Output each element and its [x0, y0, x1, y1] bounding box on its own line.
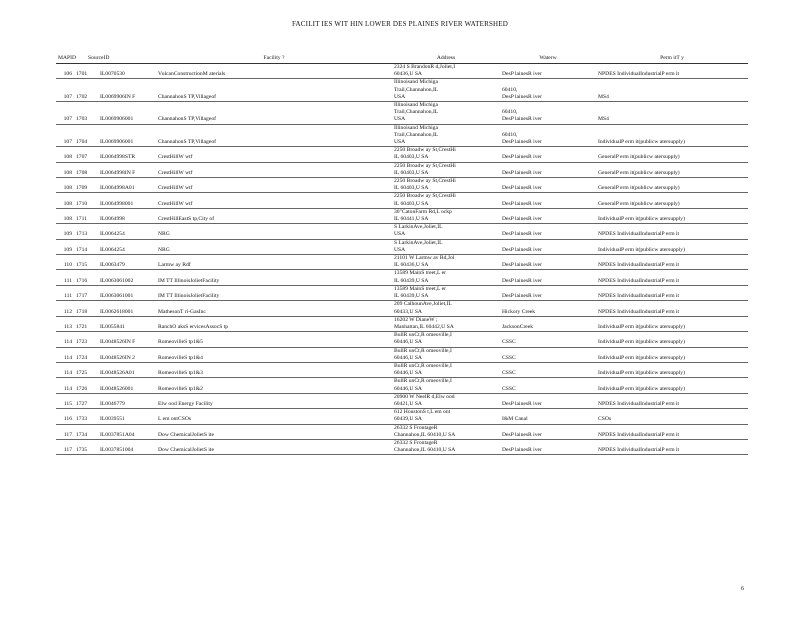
cell-permit-type: IndividualP erm it(publicw atersupply) — [596, 347, 748, 362]
cell-mapid: 107 — [56, 124, 74, 147]
cell-source-id: 1724 — [74, 347, 98, 362]
cell-waterway: Hickory Creek — [500, 301, 596, 316]
table-row — [56, 224, 748, 239]
cell-permit-type: IndividualP erm it(publicw atersupply) — [596, 332, 748, 347]
cell-source-id: 1714 — [74, 239, 98, 254]
cell-mapid: 106 — [56, 64, 74, 79]
cell-facility: RomeovilleS tp1&4 — [156, 347, 392, 362]
cell-waterway: DesP lainesR iver — [500, 285, 596, 300]
cell-source: IL0064998 — [98, 208, 156, 223]
table-row — [56, 208, 748, 223]
cell-source-id: 1711 — [74, 208, 98, 223]
cell-waterway: 60410, DesP lainesR iver — [500, 79, 596, 102]
cell-mapid: 109 — [56, 239, 74, 254]
cell-permit-type: NPDES IndividualIndustrialP erm it — [596, 393, 748, 408]
cell-waterway: CSSC — [500, 378, 596, 393]
cell-source-id: 1718 — [74, 301, 98, 316]
table-row — [56, 124, 748, 147]
cell-waterway: 60410, DesP lainesR iver — [500, 124, 596, 147]
cell-address: 612 HoustonS t,L em ont 60439,U SA — [392, 409, 500, 424]
table-row — [56, 64, 748, 79]
cell-address: BullR unCt,R omeoville,I 60446,U SA — [392, 332, 500, 347]
cell-address: Illinoisand Michiga Trail,Channahon,IL USA — [392, 124, 500, 147]
cell-facility: VulcanConstructionM aterials — [156, 64, 392, 79]
cell-address: 2250 Broadw ay St,CrestHi IL 60403,U SA — [392, 147, 500, 162]
cell-mapid: 114 — [56, 378, 74, 393]
table-row — [56, 393, 748, 408]
cell-source: IL0048526A01 — [98, 362, 156, 377]
cell-mapid: 108 — [56, 162, 74, 177]
cell-address: 13589 MainS treet,L er IL 60439,U SA — [392, 285, 500, 300]
cell-permit-type: NPDES IndividualIndustrialP erm it — [596, 224, 748, 239]
cell-waterway: JacksonCreek — [500, 316, 596, 331]
cell-source: IL0069906IN F — [98, 79, 156, 102]
cell-source-id: 1727 — [74, 393, 98, 408]
cell-waterway: I&M Canal — [500, 409, 596, 424]
cell-permit-type: MS4 — [596, 79, 748, 102]
cell-source-id: 1702 — [74, 79, 98, 102]
cell-address: 21101 W Larmw av Rd,Jol IL 60436,U SA — [392, 255, 500, 270]
cell-source-id: 1703 — [74, 102, 98, 125]
table-row — [56, 347, 748, 362]
cell-mapid: 117 — [56, 439, 74, 454]
cell-permit-type: IndividualP erm it(publicw atersupply) — [596, 124, 748, 147]
cell-source-id: 1709 — [74, 178, 98, 193]
cell-waterway: CSSC — [500, 332, 596, 347]
cell-source: IL0063479 — [98, 255, 156, 270]
cell-facility: CrestHillW wtf — [156, 178, 392, 193]
cell-mapid: 111 — [56, 285, 74, 300]
cell-waterway: DesP lainesR iver — [500, 424, 596, 439]
table-row — [56, 316, 748, 331]
cell-source-id: 1713 — [74, 224, 98, 239]
cell-address: 2324 S BrandonR d,Joliet,I 60436,U SA — [392, 64, 500, 79]
cell-facility: RanchO aksS ervicesAssocS tp — [156, 316, 392, 331]
cell-permit-type: NPDES IndividualIndustrialP erm it — [596, 424, 748, 439]
cell-permit-type: NPDES IndividualIndustrialP erm it — [596, 255, 748, 270]
cell-source: IL0048526IN F — [98, 332, 156, 347]
cell-waterway: DesP lainesR iver — [500, 193, 596, 208]
table-row — [56, 378, 748, 393]
cell-source-id: 1723 — [74, 332, 98, 347]
cell-facility: Dow ChemicalJolietS ite — [156, 424, 392, 439]
cell-facility: Elw ood Energy Facility — [156, 393, 392, 408]
cell-facility: MathesonT ri-GasInc — [156, 301, 392, 316]
header-sourceid: SourceID — [74, 54, 156, 64]
cell-waterway: DesP lainesR iver — [500, 162, 596, 177]
cell-facility: IM TT IllinoisJolietFacility — [156, 285, 392, 300]
header-address: Address — [392, 54, 500, 64]
page-number: 6 — [741, 586, 744, 592]
cell-source-id: 1721 — [74, 316, 98, 331]
table-row — [56, 409, 748, 424]
cell-facility: CrestHillEastS tp,City of — [156, 208, 392, 223]
cell-source: IL0063061001 — [98, 285, 156, 300]
cell-permit-type: GeneralP erm it(publicw atersupply) — [596, 147, 748, 162]
cell-address: Illinoisand Michiga Trail,Channahon,IL USA — [392, 102, 500, 125]
cell-source: IL0064254 — [98, 239, 156, 254]
cell-source: IL0055841 — [98, 316, 156, 331]
table-row — [56, 439, 748, 454]
cell-mapid: 108 — [56, 147, 74, 162]
cell-address: 16202 W DianeW ; Manhattan,IL 60442,U SA — [392, 316, 500, 331]
cell-source: IL0064254 — [98, 224, 156, 239]
table-row — [56, 193, 748, 208]
cell-source: IL0069906001 — [98, 124, 156, 147]
cell-mapid: 108 — [56, 193, 74, 208]
cell-mapid: 109 — [56, 224, 74, 239]
cell-permit-type: GeneralP erm it(publicw atersupply) — [596, 162, 748, 177]
table-header-row — [56, 54, 748, 64]
cell-address: 2250 Broadw ay St,CrestHi IL 60403,U SA — [392, 193, 500, 208]
cell-source: IL0064998STR — [98, 147, 156, 162]
cell-source: IL0064998001 — [98, 193, 156, 208]
cell-address: 20900 W NeelR d,Elw ood 60421,U SA — [392, 393, 500, 408]
cell-facility: Dow ChemicalJolietS ite — [156, 439, 392, 454]
cell-source-id: 1708 — [74, 162, 98, 177]
cell-address: S LarkinAve,Joliet,IL USA — [392, 239, 500, 254]
cell-facility: NRG — [156, 239, 392, 254]
cell-address: 26332 S FrontageR Channahon,IL 60410,U SA — [392, 424, 500, 439]
table-row — [56, 255, 748, 270]
cell-mapid: 112 — [56, 301, 74, 316]
cell-permit-type: IndividualP erm it(publicw atersupply) — [596, 239, 748, 254]
cell-permit-type: IndividualP erm it(publicw atersupply) — [596, 378, 748, 393]
cell-source: IL0048526IN 2 — [98, 347, 156, 362]
cell-source: IL0070530 — [98, 64, 156, 79]
cell-source-id: 1735 — [74, 439, 98, 454]
cell-source: IL0064998A01 — [98, 178, 156, 193]
cell-source: IL0039551 — [98, 409, 156, 424]
header-waterway: Waterw — [500, 54, 596, 64]
cell-facility: RomeovilleS tp1&5 — [156, 332, 392, 347]
header-facility: Facility ? — [156, 54, 392, 64]
table-row — [56, 147, 748, 162]
cell-address: 209 CalhounAve,Joliet,IL 60433,U SA — [392, 301, 500, 316]
cell-waterway: DesP lainesR iver — [500, 208, 596, 223]
cell-facility: Larmw ay Rdf — [156, 255, 392, 270]
cell-source: IL0064998IN F — [98, 162, 156, 177]
cell-source-id: 1717 — [74, 285, 98, 300]
cell-mapid: 116 — [56, 409, 74, 424]
cell-address: 2250 Broadw ay St,CrestHi IL 60403,U SA — [392, 162, 500, 177]
header-permit-type: Perm itT y — [596, 54, 748, 64]
table-row — [56, 178, 748, 193]
table-row — [56, 162, 748, 177]
cell-mapid: 108 — [56, 178, 74, 193]
cell-waterway: DesP lainesR iver — [500, 270, 596, 285]
cell-facility: ChannahonS TP,Villageof — [156, 102, 392, 125]
table-row — [56, 239, 748, 254]
cell-facility: NRG — [156, 224, 392, 239]
cell-waterway: DesP lainesR iver — [500, 64, 596, 79]
cell-address: BullR unCt,R omeoville,I 60446,U SA — [392, 362, 500, 377]
table-row — [56, 285, 748, 300]
cell-address: 26332 S FrontageR Channahon,IL 60410,U SA — [392, 439, 500, 454]
cell-source: IL0062618001 — [98, 301, 156, 316]
cell-facility: IM TT IllinoisJolietFacility — [156, 270, 392, 285]
cell-permit-type: MS4 — [596, 102, 748, 125]
cell-permit-type: IndividualP erm it(publicw atersupply) — [596, 362, 748, 377]
cell-source-id: 1726 — [74, 378, 98, 393]
cell-source-id: 1715 — [74, 255, 98, 270]
table-row — [56, 332, 748, 347]
cell-waterway: CSSC — [500, 362, 596, 377]
cell-waterway: DesP lainesR iver — [500, 224, 596, 239]
table-body — [56, 64, 748, 455]
cell-facility: RomeovilleS tp1&2 — [156, 378, 392, 393]
cell-mapid: 114 — [56, 332, 74, 347]
cell-waterway: DesP lainesR iver — [500, 239, 596, 254]
cell-source-id: 1734 — [74, 424, 98, 439]
cell-mapid: 115 — [56, 393, 74, 408]
facilities-table — [56, 54, 748, 455]
cell-address: 2250 Broadw ay St,CrestHi IL 60403,U SA — [392, 178, 500, 193]
cell-source: IL0046779 — [98, 393, 156, 408]
cell-address: 30"CatonFarm Rd,L ockp IL 60441,U SA — [392, 208, 500, 223]
table-row — [56, 270, 748, 285]
cell-waterway: DesP lainesR iver — [500, 178, 596, 193]
cell-address: Illinoisand Michiga Trail,Channahon,IL USA — [392, 79, 500, 102]
cell-mapid: 114 — [56, 362, 74, 377]
cell-facility: RomeovilleS tp1&3 — [156, 362, 392, 377]
cell-mapid: 114 — [56, 347, 74, 362]
cell-source-id: 1710 — [74, 193, 98, 208]
cell-permit-type: GeneralP erm it(publicw atersupply) — [596, 178, 748, 193]
table-row — [56, 362, 748, 377]
cell-permit-type: NPDES IndividualIndustrialP erm it — [596, 270, 748, 285]
cell-source-id: 1707 — [74, 147, 98, 162]
cell-mapid: 111 — [56, 270, 74, 285]
document-title: FACILIT IES WIT HIN LOWER DES PLAINES RIVER WATERSHED — [291, 20, 509, 28]
cell-mapid: 117 — [56, 424, 74, 439]
cell-address: S LarkinAve,Joliet,IL USA — [392, 224, 500, 239]
cell-facility: ChannahonS TP,Villageof — [156, 124, 392, 147]
cell-permit-type: NPDES IndividualIndustrialP erm it — [596, 285, 748, 300]
cell-mapid: 108 — [56, 208, 74, 223]
cell-source: IL0069906001 — [98, 102, 156, 125]
cell-mapid: 107 — [56, 102, 74, 125]
cell-waterway: DesP lainesR iver — [500, 393, 596, 408]
cell-waterway: CSSC — [500, 347, 596, 362]
cell-facility: ChannahonS TP,Villageof — [156, 79, 392, 102]
cell-permit-type: GeneralP erm it(publicw atersupply) — [596, 193, 748, 208]
cell-permit-type: NPDES IndividualIndustrialP erm it — [596, 64, 748, 79]
cell-source: IL0048526001 — [98, 378, 156, 393]
cell-facility: CrestHillW wtf — [156, 162, 392, 177]
header-mapid: MAPID — [56, 54, 74, 64]
cell-address: BullR unCt,R omeoville,I 60446,U SA — [392, 378, 500, 393]
cell-facility: L em ontCSOs — [156, 409, 392, 424]
cell-source-id: 1704 — [74, 124, 98, 147]
cell-source-id: 1733 — [74, 409, 98, 424]
cell-source-id: 1716 — [74, 270, 98, 285]
cell-permit-type: NPDES IndividualIndustrialP erm it — [596, 301, 748, 316]
table-row — [56, 79, 748, 102]
cell-source: IL0063061002 — [98, 270, 156, 285]
table-row — [56, 424, 748, 439]
cell-waterway: DesP lainesR iver — [500, 147, 596, 162]
cell-permit-type: IndividualP erm it(publicw atersupply) — [596, 208, 748, 223]
cell-source: IL0037851004 — [98, 439, 156, 454]
cell-permit-type: NPDES IndividualIndustrialP erm it — [596, 439, 748, 454]
cell-facility: CrestHillW wtf — [156, 147, 392, 162]
cell-mapid: 110 — [56, 255, 74, 270]
cell-permit-type: IndividualP erm it(publicw atersupply) — [596, 316, 748, 331]
cell-source: IL0037851A04 — [98, 424, 156, 439]
table-row — [56, 102, 748, 125]
cell-waterway: DesP lainesR iver — [500, 255, 596, 270]
cell-address: BullR unCt,R omeoville,I 60446,U SA — [392, 347, 500, 362]
cell-waterway: DesP lainesR iver — [500, 439, 596, 454]
cell-source-id: 1725 — [74, 362, 98, 377]
cell-mapid: 107 — [56, 79, 74, 102]
cell-source-id: 1701 — [74, 64, 98, 79]
cell-address: 13589 MainS treet,L er IL 60439,U SA — [392, 270, 500, 285]
cell-mapid: 113 — [56, 316, 74, 331]
cell-waterway: 60410, DesP lainesR iver — [500, 102, 596, 125]
table-row — [56, 301, 748, 316]
cell-permit-type: CSOs — [596, 409, 748, 424]
cell-facility: CrestHillW wtf — [156, 193, 392, 208]
